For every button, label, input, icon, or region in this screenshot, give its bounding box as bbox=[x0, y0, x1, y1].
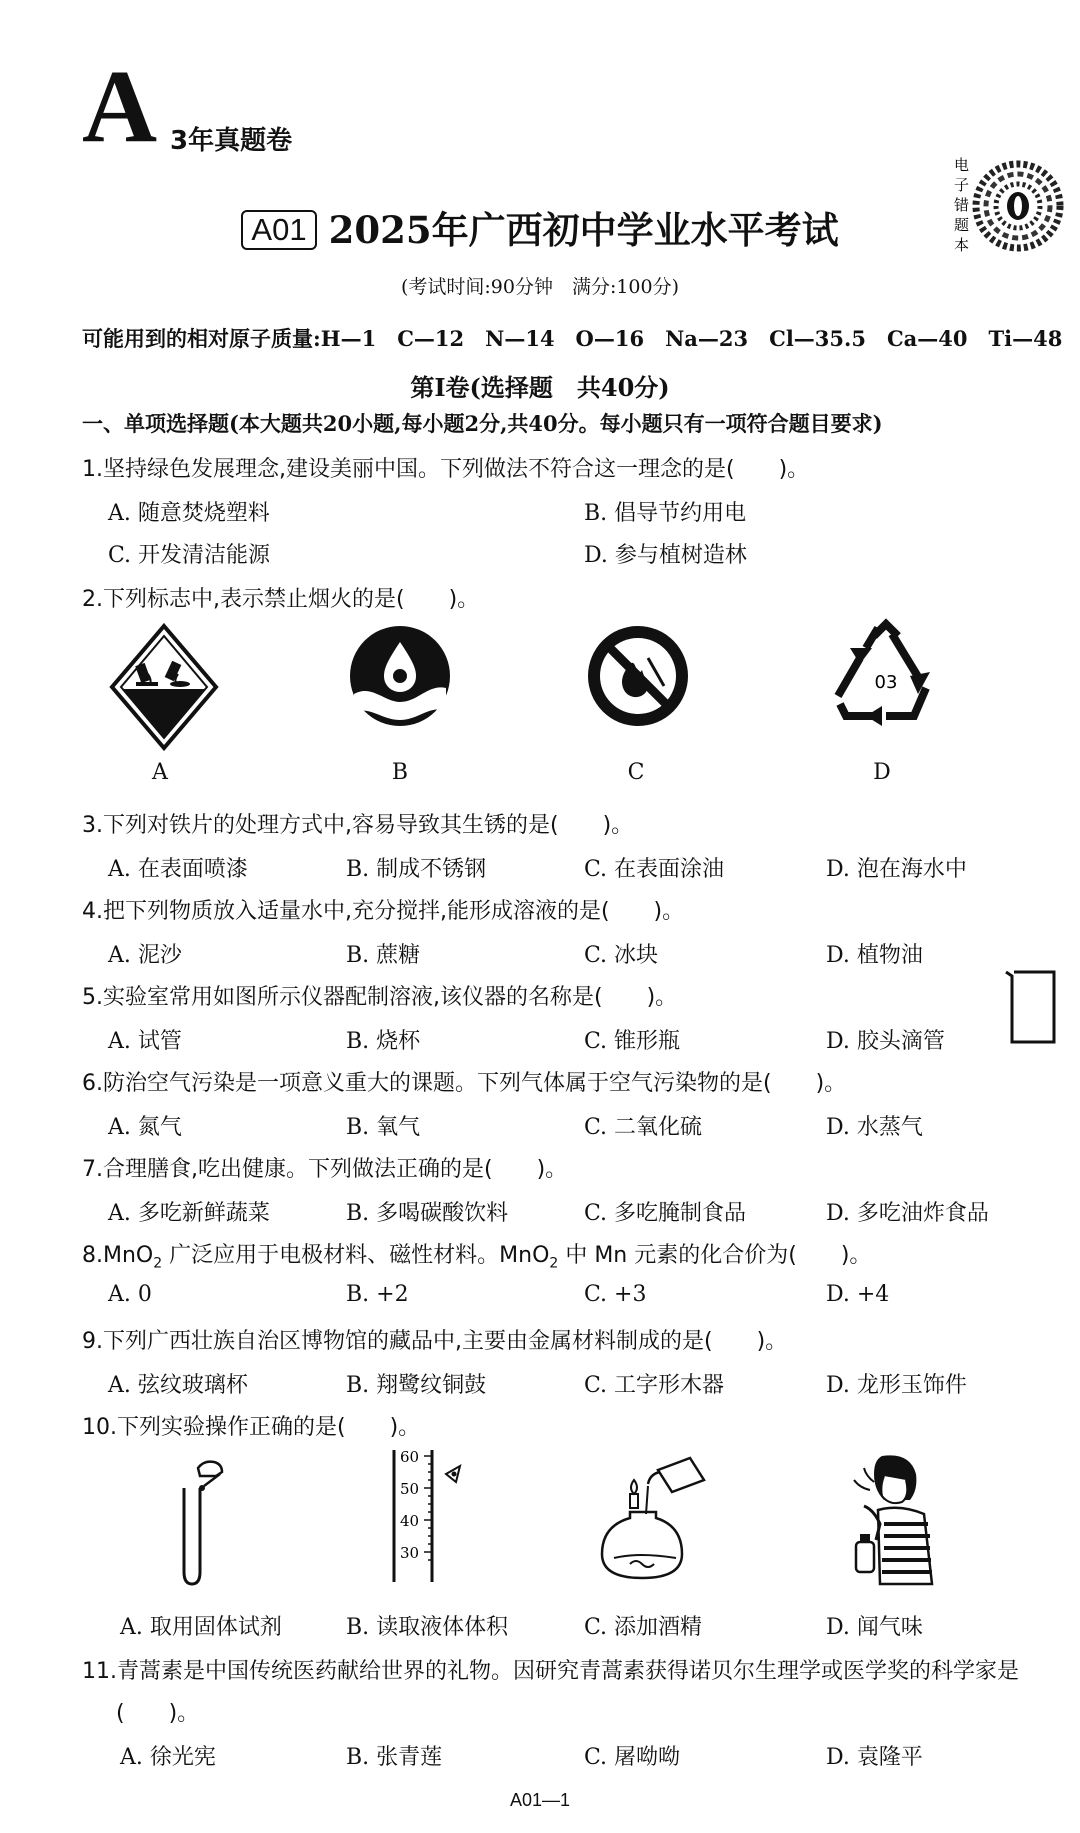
exam-title bbox=[0, 200, 1080, 254]
q8-option-d[interactable]: D. +4 bbox=[826, 1282, 890, 1307]
recycle-sign-icon[interactable] bbox=[830, 618, 942, 730]
q11-option-a[interactable]: A. 徐光宪 bbox=[120, 1745, 216, 1770]
q9-option-a[interactable]: A. 弦纹玻璃杯 bbox=[108, 1373, 248, 1398]
question-11-stem-cont: ( )。 bbox=[116, 1701, 200, 1726]
question-11-stem: 11.青蒿素是中国传统医药献给世界的礼物。因研究青蒿素获得诺贝尔生理学或医学奖的科学家是 bbox=[82, 1659, 1019, 1684]
q10-option-b[interactable]: B. 读取液体体积 bbox=[346, 1615, 509, 1640]
q5-option-d[interactable]: D. 胶头滴管 bbox=[826, 1029, 945, 1054]
question-8-stem bbox=[82, 1238, 871, 1271]
q1-option-c[interactable]: C. 开发清洁能源 bbox=[108, 543, 271, 568]
q8-subscript-2: 2 bbox=[549, 1255, 559, 1272]
q3-option-b[interactable]: B. 制成不锈钢 bbox=[346, 857, 487, 882]
q11-option-b[interactable]: B. 张青莲 bbox=[346, 1745, 443, 1770]
q4-option-d[interactable]: D. 植物油 bbox=[826, 943, 923, 968]
q5-option-a[interactable]: A. 试管 bbox=[108, 1029, 182, 1054]
q7-option-b[interactable]: B. 多喝碳酸饮料 bbox=[346, 1201, 509, 1226]
qr-label-2: 子 bbox=[954, 176, 970, 194]
q3-option-a[interactable]: A. 在表面喷漆 bbox=[108, 857, 248, 882]
question-3-stem: 3.下列对铁片的处理方式中,容易导致其生锈的是( )。 bbox=[82, 813, 634, 838]
alcohol-lamp-icon[interactable] bbox=[600, 1454, 710, 1586]
q5-option-b[interactable]: B. 烧杯 bbox=[346, 1029, 421, 1054]
corrosive-sign-icon[interactable] bbox=[108, 622, 220, 752]
q6-option-c[interactable]: C. 二氧化硫 bbox=[584, 1115, 703, 1140]
no-fire-sign-icon[interactable] bbox=[586, 624, 690, 728]
smelling-gas-icon[interactable] bbox=[840, 1450, 940, 1586]
question-5-stem: 5.实验室常用如图所示仪器配制溶液,该仪器的名称是( )。 bbox=[82, 985, 678, 1010]
q2-label-d[interactable]: D bbox=[873, 760, 891, 785]
q5-option-c[interactable]: C. 锥形瓶 bbox=[584, 1029, 681, 1054]
cylinder-mark-40: 40 bbox=[400, 1512, 420, 1530]
qr-label-5: 本 bbox=[954, 236, 970, 254]
exam-title-text: 2025年广西初中学业水平考试 bbox=[328, 208, 839, 252]
q2-label-a[interactable]: A bbox=[152, 760, 168, 785]
series-label: 3年真题卷 bbox=[170, 126, 293, 156]
q7-option-c[interactable]: C. 多吃腌制食品 bbox=[584, 1201, 747, 1226]
graduated-cylinder-icon[interactable] bbox=[388, 1446, 468, 1586]
beaker-icon bbox=[1004, 968, 1060, 1046]
qr-label-3: 错 bbox=[954, 196, 970, 214]
flammable-liquid-sign-icon[interactable] bbox=[348, 624, 452, 728]
part-heading: 第Ⅰ卷(选择题 共40分) bbox=[410, 373, 670, 402]
q1-option-d[interactable]: D. 参与植树造林 bbox=[584, 543, 747, 568]
q8-option-c[interactable]: C. +3 bbox=[584, 1282, 647, 1307]
q11-option-d[interactable]: D. 袁隆平 bbox=[826, 1745, 923, 1770]
q11-option-c[interactable]: C. 屠呦呦 bbox=[584, 1745, 681, 1770]
question-7-stem: 7.合理膳食,吃出健康。下列做法正确的是( )。 bbox=[82, 1157, 568, 1182]
q8-option-b[interactable]: B. +2 bbox=[346, 1282, 409, 1307]
cylinder-mark-50: 50 bbox=[400, 1480, 420, 1498]
q2-label-b[interactable]: B bbox=[391, 760, 409, 785]
q3-option-c[interactable]: C. 在表面涂油 bbox=[584, 857, 725, 882]
question-1-stem: 1.坚持绿色发展理念,建设美丽中国。下列做法不符合这一理念的是( )。 bbox=[82, 457, 810, 482]
q10-option-c[interactable]: C. 添加酒精 bbox=[584, 1615, 703, 1640]
question-10-stem: 10.下列实验操作正确的是( )。 bbox=[82, 1415, 421, 1440]
question-6-stem: 6.防治空气污染是一项意义重大的课题。下列气体属于空气污染物的是( )。 bbox=[82, 1071, 847, 1096]
series-letter: A bbox=[82, 49, 158, 164]
exam-subtitle: (考试时间:90分钟 满分:100分) bbox=[400, 276, 680, 298]
page-number: A01—1 bbox=[509, 1790, 571, 1810]
q4-option-c[interactable]: C. 冰块 bbox=[584, 943, 659, 968]
q8-subscript-1: 2 bbox=[153, 1255, 163, 1272]
qr-label-1: 电 bbox=[954, 156, 970, 174]
q9-option-d[interactable]: D. 龙形玉饰件 bbox=[826, 1373, 967, 1398]
q9-option-b[interactable]: B. 翔鹭纹铜鼓 bbox=[346, 1373, 487, 1398]
atomic-masses: 可能用到的相对原子质量:H—1 C—12 N—14 O—16 Na—23 Cl—35.5 Ca—40 Ti—48 bbox=[82, 326, 1063, 351]
q7-option-d[interactable]: D. 多吃油炸食品 bbox=[826, 1201, 989, 1226]
q6-option-a[interactable]: A. 氮气 bbox=[108, 1115, 182, 1140]
question-2-stem: 2.下列标志中,表示禁止烟火的是( )。 bbox=[82, 587, 480, 612]
q2-label-c[interactable]: C bbox=[627, 760, 645, 785]
cylinder-mark-60: 60 bbox=[400, 1448, 420, 1466]
exam-code: A01 bbox=[241, 210, 316, 250]
q7-option-a[interactable]: A. 多吃新鲜蔬菜 bbox=[108, 1201, 270, 1226]
q10-option-a[interactable]: A. 取用固体试剂 bbox=[120, 1615, 282, 1640]
question-9-stem: 9.下列广西壮族自治区博物馆的藏品中,主要由金属材料制成的是( )。 bbox=[82, 1329, 788, 1354]
cylinder-mark-30: 30 bbox=[400, 1544, 420, 1562]
recycle-code: 03 bbox=[874, 672, 898, 693]
q1-option-b[interactable]: B. 倡导节约用电 bbox=[584, 501, 747, 526]
q3-option-d[interactable]: D. 泡在海水中 bbox=[826, 857, 967, 882]
section-heading: 一、单项选择题(本大题共20小题,每小题2分,共40分。每小题只有一项符合题目要求) bbox=[82, 411, 883, 436]
question-4-stem: 4.把下列物质放入适量水中,充分搅拌,能形成溶液的是( )。 bbox=[82, 899, 685, 924]
q8-stem-part-1: 8.MnO bbox=[82, 1243, 154, 1268]
qr-label-4: 题 bbox=[954, 216, 970, 234]
q4-option-a[interactable]: A. 泥沙 bbox=[108, 943, 182, 968]
q8-option-a[interactable]: A. 0 bbox=[108, 1282, 152, 1307]
q6-option-b[interactable]: B. 氧气 bbox=[346, 1115, 421, 1140]
q8-stem-part-2: 广泛应用于电极材料、磁性材料。MnO bbox=[162, 1243, 550, 1268]
q10-option-d[interactable]: D. 闻气味 bbox=[826, 1615, 923, 1640]
test-tube-solid-icon[interactable] bbox=[170, 1454, 250, 1586]
q8-stem-part-3: 中 Mn 元素的化合价为( )。 bbox=[558, 1243, 872, 1268]
q6-option-d[interactable]: D. 水蒸气 bbox=[826, 1115, 923, 1140]
q9-option-c[interactable]: C. 工字形木器 bbox=[584, 1373, 725, 1398]
q1-option-a[interactable]: A. 随意焚烧塑料 bbox=[108, 501, 270, 526]
q4-option-b[interactable]: B. 蔗糖 bbox=[346, 943, 421, 968]
